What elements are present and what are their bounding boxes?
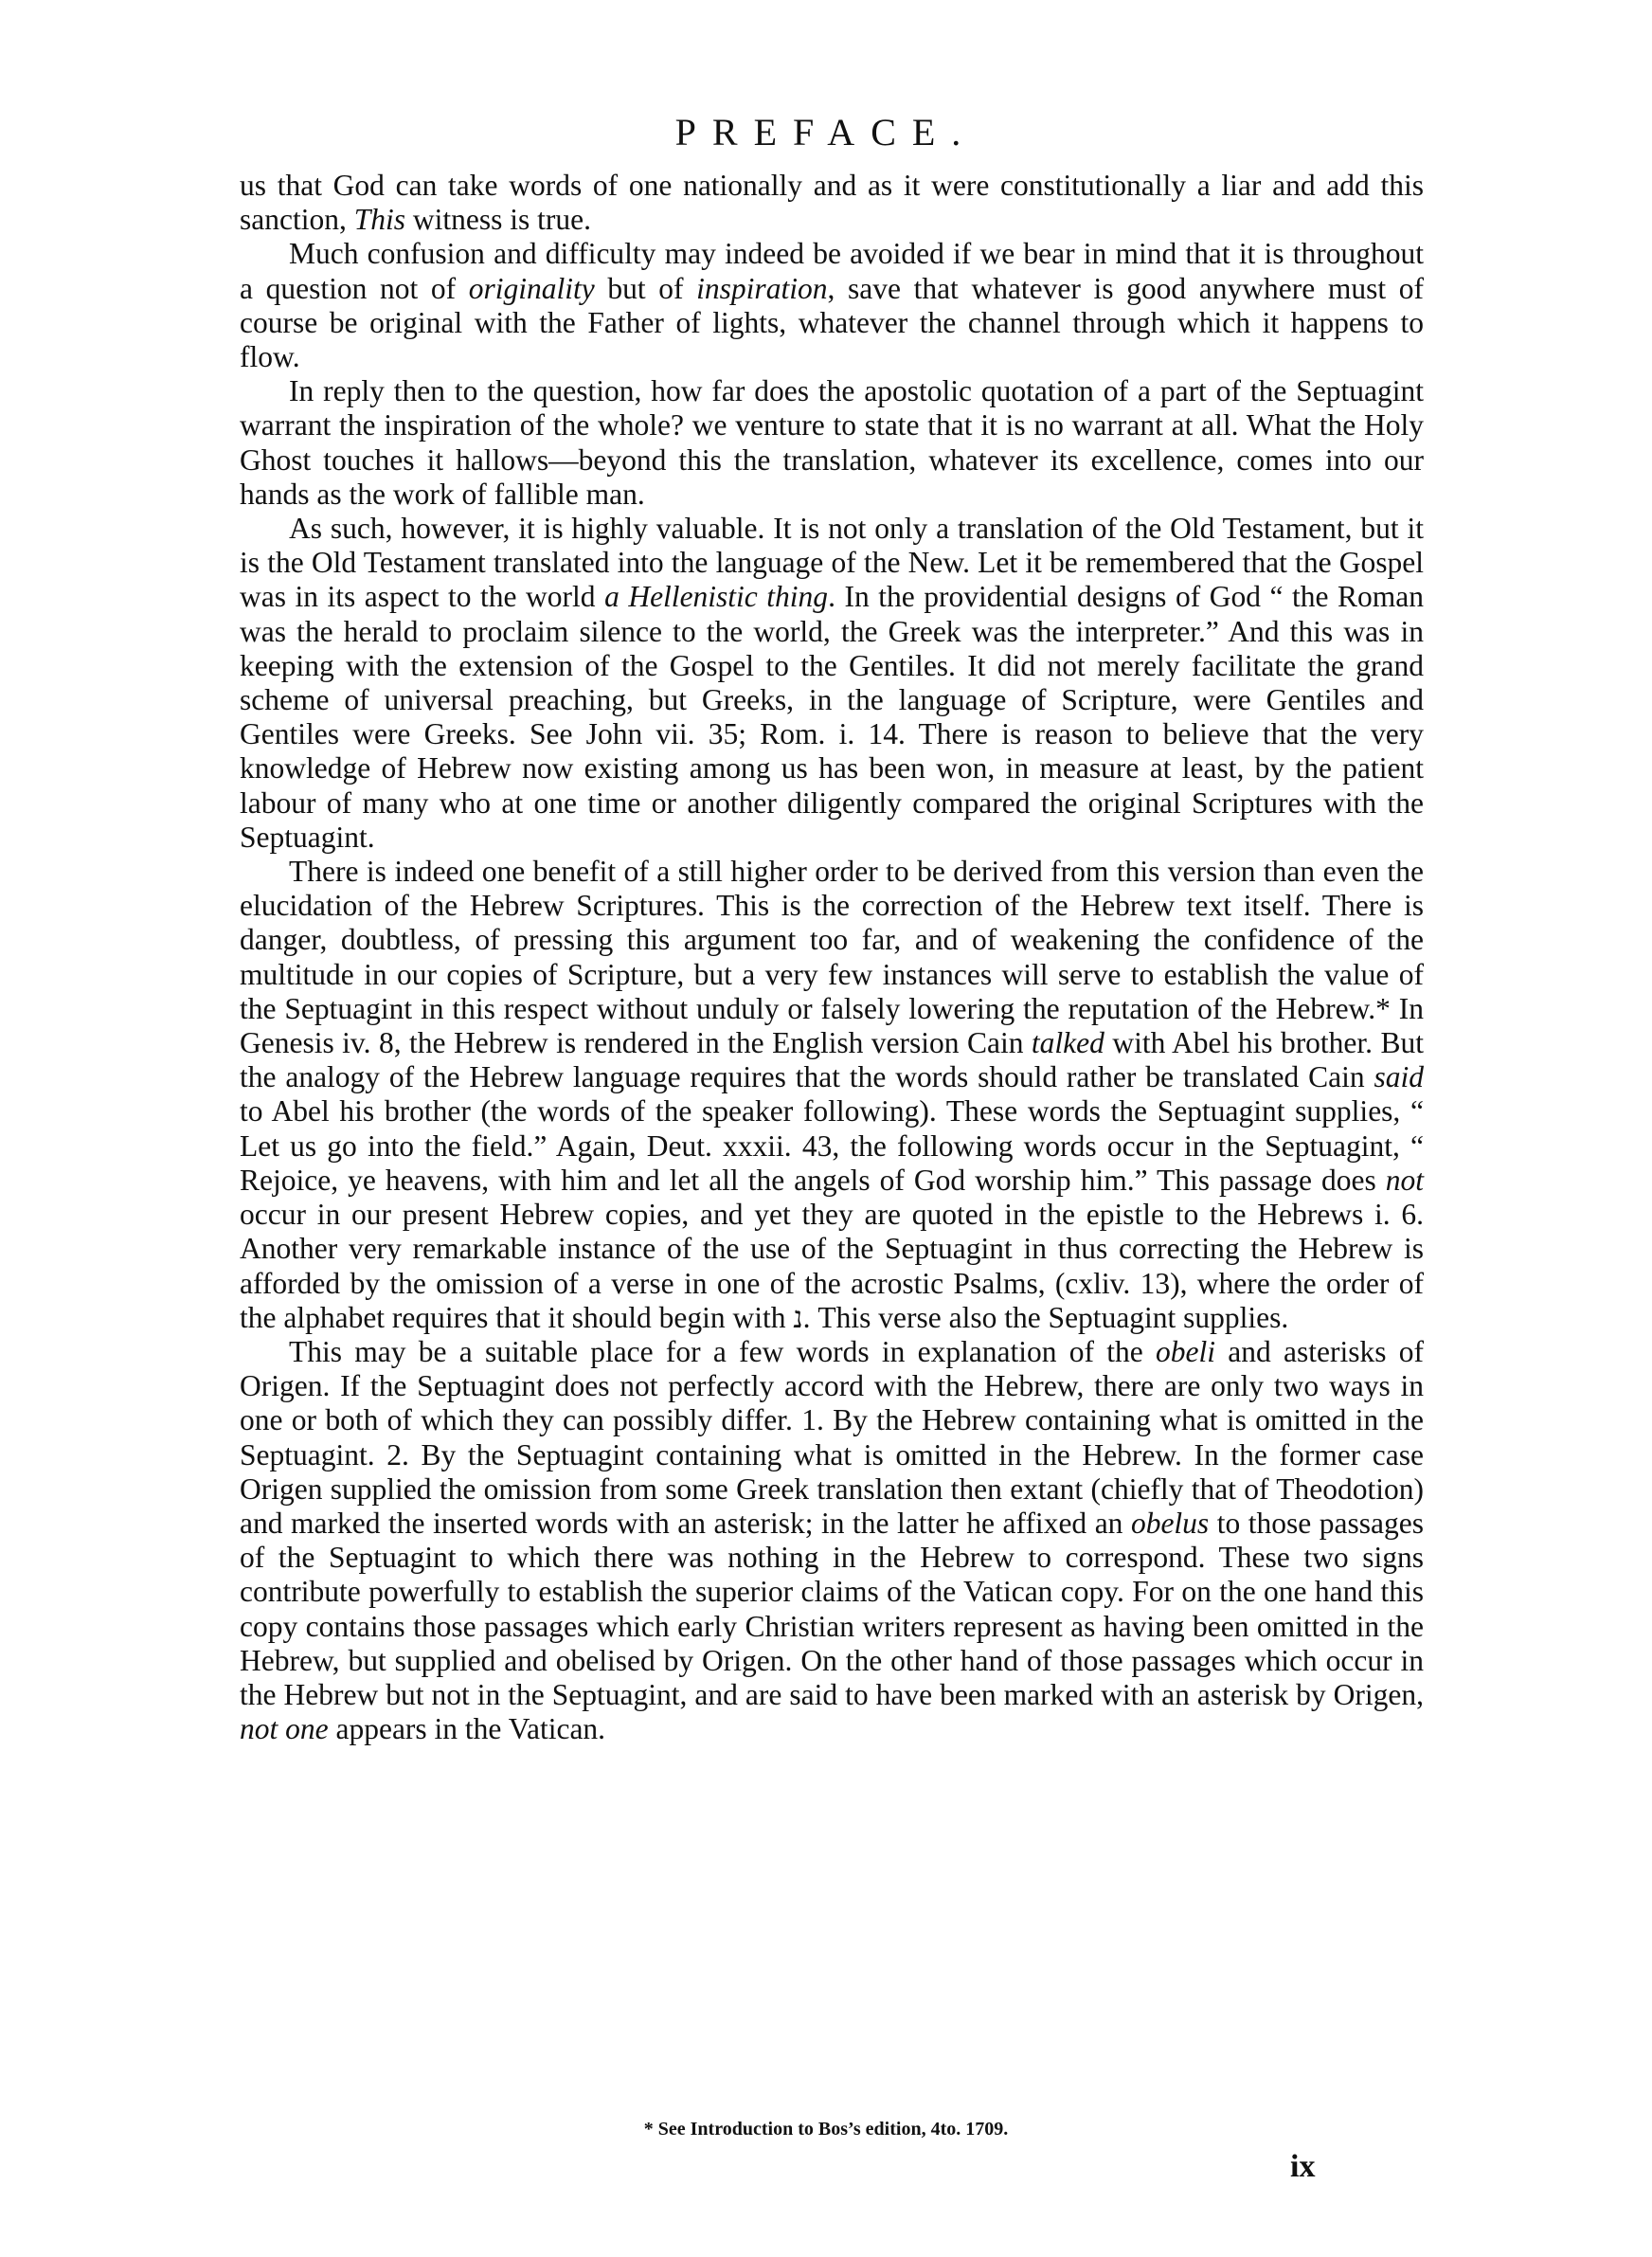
text-run: to Abel his brother (the words of the speaker following). These words the Septuagint supplies, “ Let us go into the field.” Again, Deut. xxxii. 43, the following words occur in the Septuagint, “ Rejoice, ye heavens, with him and let all the angels of God worship him.” This passage does — [240, 1094, 1424, 1197]
italic-text: talked — [1031, 1026, 1104, 1060]
italic-text: inspiration — [696, 271, 828, 305]
paragraph-correction — [240, 855, 1424, 1335]
text-run: with Abel his brother. But the analogy of the Hebrew language requires that the words should rather be translated Cain — [240, 1026, 1425, 1094]
paragraph-obeli — [240, 1335, 1424, 1746]
paragraph-valuable — [240, 512, 1424, 855]
paragraph-originality — [240, 237, 1424, 374]
running-header: PREFACE. — [674, 111, 978, 153]
text-run: and asterisks of Origen. If the Septuagint does not perfectly accord with the Hebrew, there are only two ways in one or both of which they can possibly differ. 1. By the Hebrew containing what is omitted in the Septuagint. 2. By the Septuagint containing what is omitted in the Hebrew. In the former case Origen supplied the omission from some Greek translation then extant (chiefly that of Theodotion) and marked the inserted words with an asterisk; in the latter he affixed an — [240, 1334, 1425, 1540]
text-run: but of — [594, 271, 697, 305]
italic-text: not one — [240, 1712, 329, 1746]
italic-text: said — [1374, 1060, 1424, 1094]
italic-text: obeli — [1156, 1334, 1216, 1368]
italic-text: not — [1385, 1163, 1424, 1197]
text-run: This may be a suitable place for a few words in explanation of the — [289, 1334, 1157, 1368]
text-run: Much confusion and difficulty may indeed be avoided if we bear in mind that it is throughout a question not of — [240, 237, 1424, 305]
paragraph-apostolic-quotation — [240, 374, 1424, 512]
italic-text: originality — [468, 271, 595, 305]
text-run: us that God can take words of one nationally and as it were constitutionally a liar and add this sanction, — [240, 169, 1424, 237]
italic-text: This — [353, 203, 406, 237]
italic-text: a Hellenistic thing — [604, 580, 829, 614]
italic-text: obelus — [1130, 1506, 1210, 1540]
page-number: ix — [1290, 2149, 1316, 2184]
page-body-text — [240, 169, 1424, 1746]
text-run: As such, however, it is highly valuable. It is not only a translation of the Old Testament, but it is the Old Testament translated into the language of the New. Let it be remembered that the Gospel was in its aspect to the world — [240, 512, 1424, 614]
paragraph-continuation — [240, 169, 1424, 237]
footnote: * See Introduction to Bos’s edition, 4to. 1709. — [643, 2119, 1009, 2140]
text-run: appears in the Vatican. — [328, 1712, 606, 1746]
text-run: occur in our present Hebrew copies, and yet they are quoted in the epistle to the Hebrews i. 6. Another very remarkable instance of the use of the Septuagint in thus correcting the Hebrew is afforded by the omission of a verse in one of the acrostic Psalms, (cxliv. 13), where the order of the alphabet requires that it should begin with נ. This verse also the Septuagint supplies. — [240, 1198, 1424, 1334]
text-run: to those passages of the Septuagint to which there was nothing in the Hebrew to correspond. These two signs contribute powerfully to establish the superior claims of the Vatican copy. For on the one hand this copy contains those passages which early Christian writers represent as having been omitted in the Hebrew, but supplied and obelised by Origen. On the other hand of those passages which occur in the Hebrew but not in the Septuagint, and are said to have been marked with an asterisk by Origen, — [240, 1506, 1424, 1711]
text-run: There is indeed one benefit of a still higher order to be derived from this version than even the elucidation of the Hebrew Scriptures. This is the correction of the Hebrew text itself. There is danger, doubtless, of pressing this argument too far, and of weakening the confidence of the multitude in our copies of Scripture, but a very few instances will serve to establish the value of the Septuagint in this respect without unduly or falsely lowering the reputation of the Hebrew.* In Genesis iv. 8, the Hebrew is rendered in the English version Cain — [240, 855, 1424, 1060]
text-run: . In the providential designs of God “ the Roman was the herald to proclaim silence to the world, the Greek was the interpreter.” And this was in keeping with the extension of the Gospel to the Gentiles. It did not merely facilitate the grand scheme of universal preaching, but Greeks, in the language of Scripture, were Gentiles and Gentiles were Greeks. See John vii. 35; Rom. i. 14. There is reason to believe that the very knowledge of Hebrew now existing among us has been won, in measure at least, by the patient labour of many who at one time or another diligently compared the original Scriptures with the Septuagint. — [240, 580, 1424, 854]
text-run: In reply then to the question, how far does the apostolic quotation of a part of the Septuagint warrant the inspiration of the whole? we venture to state that it is no warrant at all. What the Holy Ghost touches it hallows—beyond this the translation, whatever its excellence, comes into our hands as the work of fallible man. — [240, 374, 1424, 511]
text-run: witness is true. — [405, 203, 591, 237]
text-run: , save that whatever is good anywhere must of course be original with the Father of lights, whatever the channel through which it happens to flow. — [240, 271, 1424, 374]
